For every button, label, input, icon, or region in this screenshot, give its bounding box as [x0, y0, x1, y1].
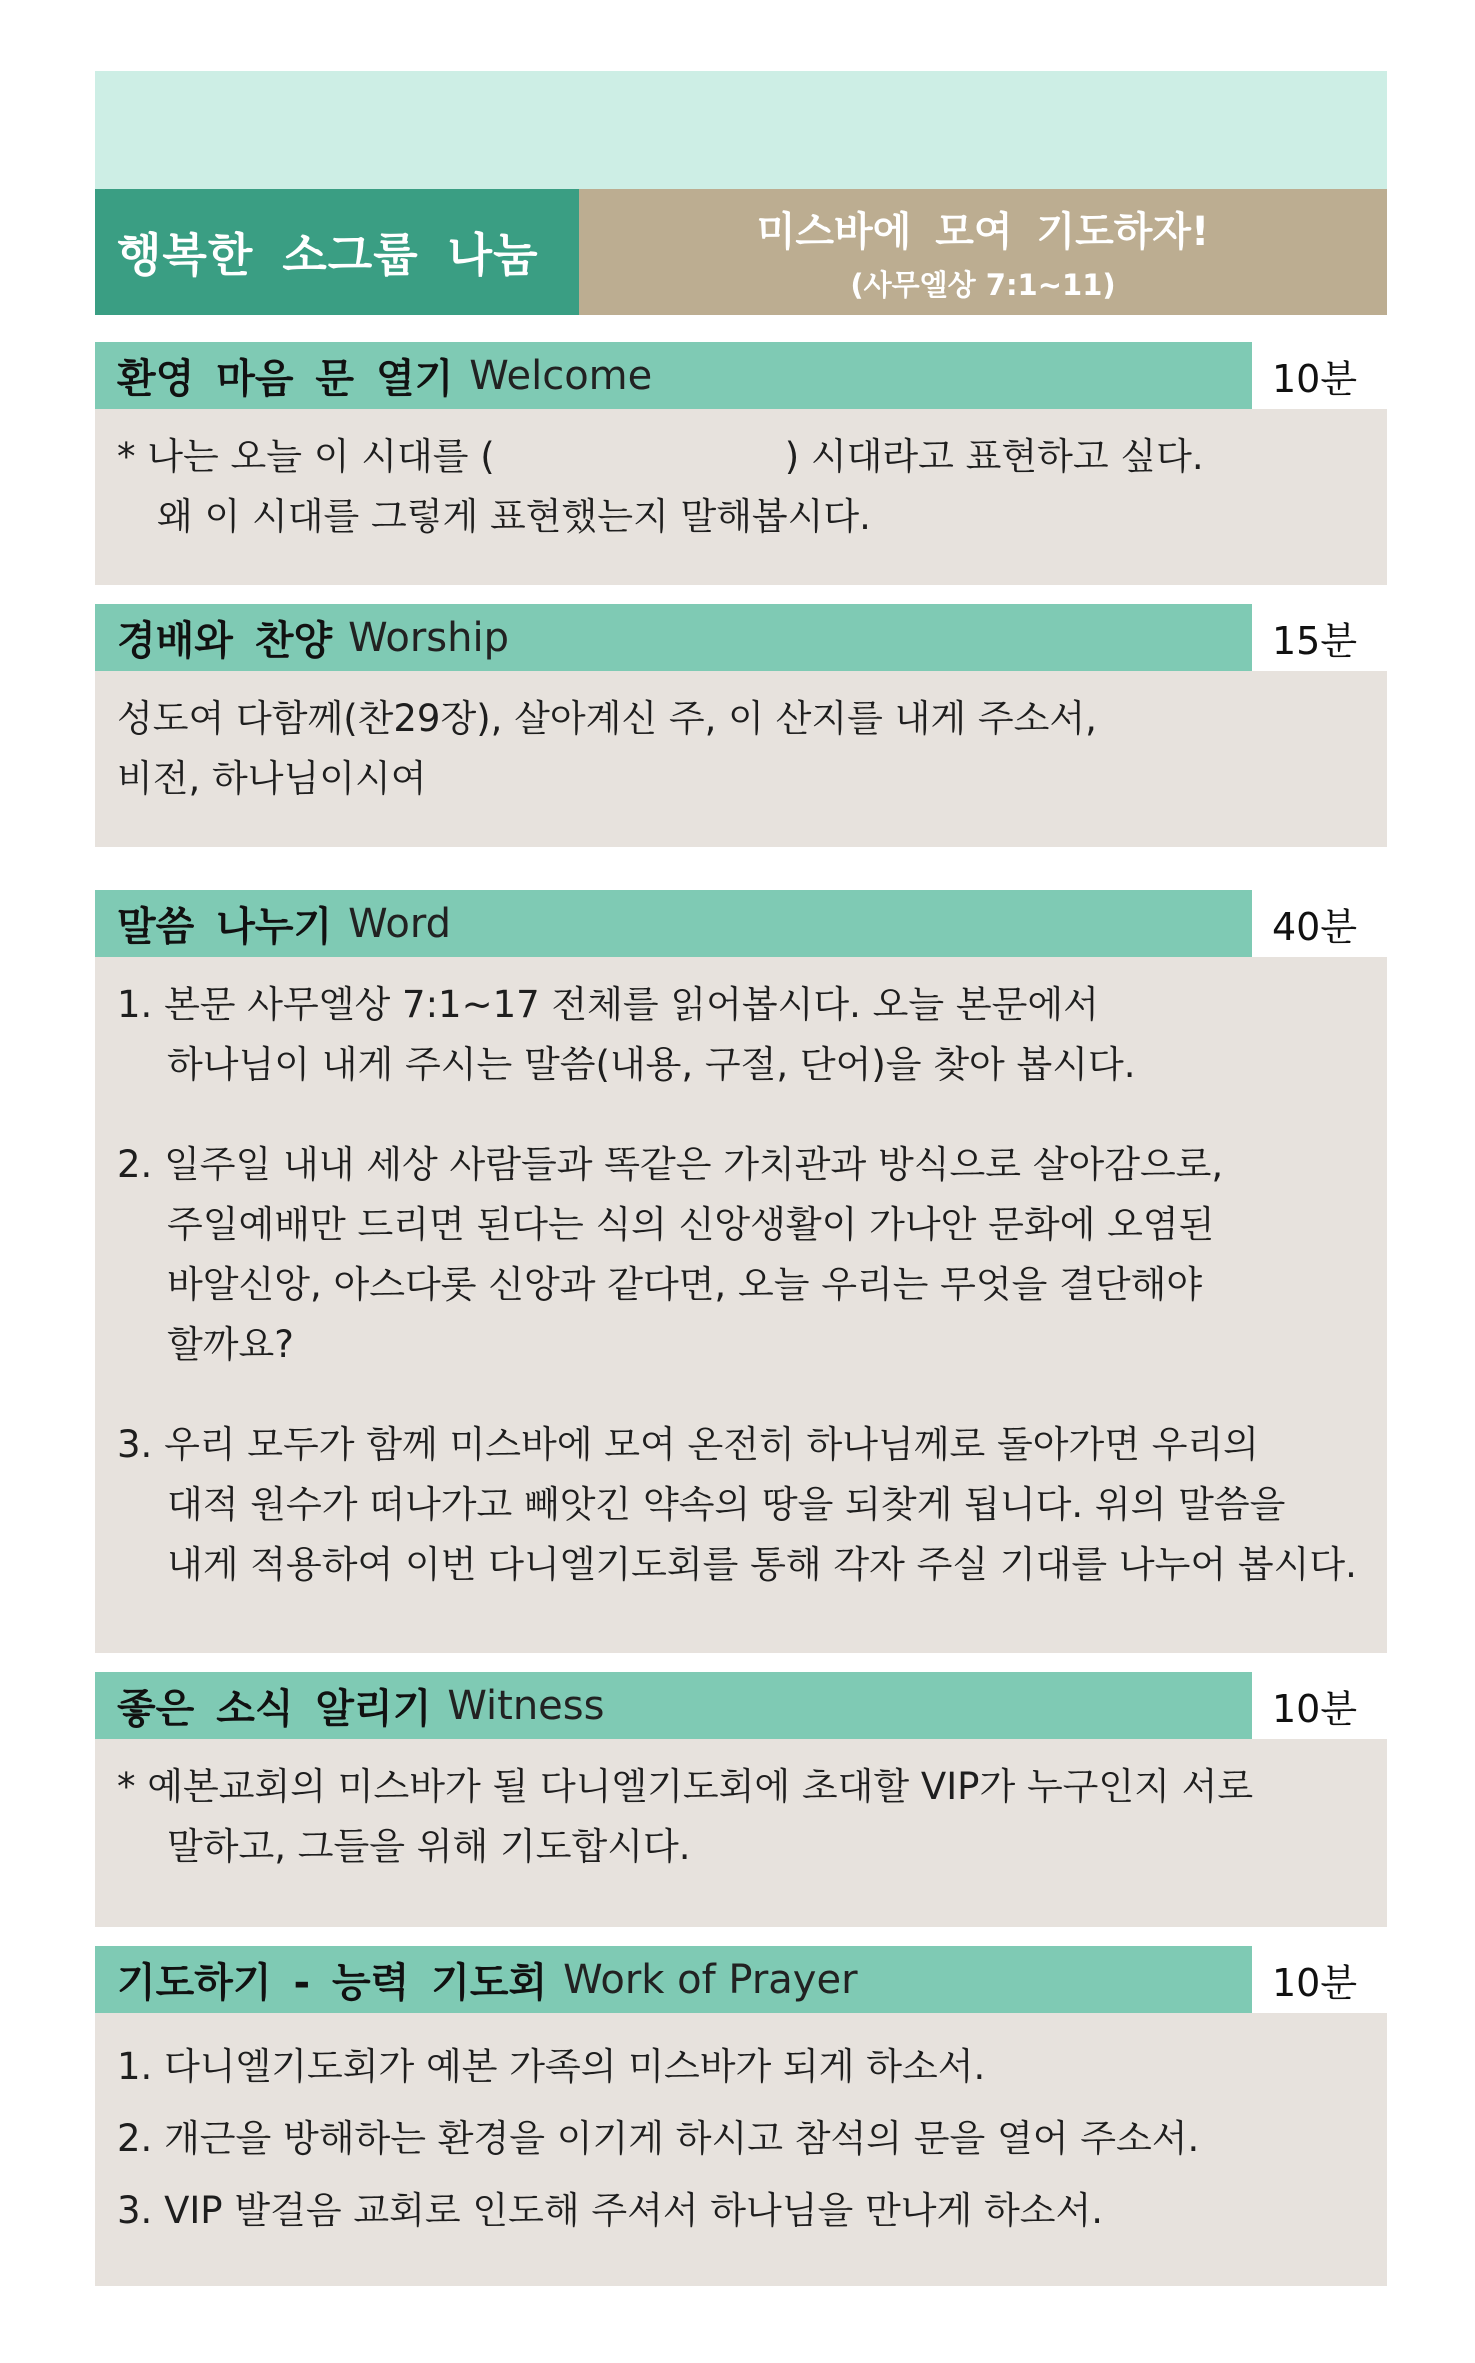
- section-header-welcome: [95, 342, 1252, 409]
- section-title-ko: 기도하기 - 능력 기도회: [117, 1960, 548, 2006]
- worship-line: 비전, 하나님이시여: [117, 757, 427, 800]
- section-body-prayer: [95, 2013, 1387, 2286]
- prayer-item: 3. VIP 발걸음 교회로 인도해 주셔서 하나님을 만나게 하소서.: [117, 2189, 1104, 2232]
- witness-line: 말하고, 그들을 위해 기도합시다.: [167, 1825, 691, 1868]
- prayer-item: 1. 다니엘기도회가 예본 가족의 미스바가 되게 하소서.: [117, 2045, 986, 2088]
- question-3-line: 내게 적용하여 이번 다니엘기도회를 통해 각자 주실 기대를 나누어 봅시다.: [167, 1543, 1357, 1586]
- section-header-witness: [95, 1672, 1252, 1739]
- question-1-line: 하나님이 내게 주시는 말씀(내용, 구절, 단어)을 찾아 봅시다.: [167, 1043, 1136, 1086]
- question-3-line: 대적 원수가 떠나가고 빼앗긴 약속의 땅을 되찾게 됩니다. 위의 말씀을: [167, 1483, 1286, 1526]
- section-title-en: Word: [348, 900, 451, 947]
- theme-reference: (사무엘상 7:1~11): [850, 268, 1116, 302]
- section-duration-worship: 15분: [1272, 619, 1358, 663]
- section-body-welcome: [95, 409, 1387, 585]
- top-banner: [95, 71, 1387, 189]
- theme-title: 미스바에 모여 기도하자!: [756, 209, 1210, 255]
- witness-line: * 예본교회의 미스바가 될 다니엘기도회에 초대할 VIP가 누구인지 서로: [117, 1765, 1254, 1808]
- section-body-witness: [95, 1739, 1387, 1927]
- question-2-line: 주일예배만 드리면 된다는 식의 신앙생활이 가나안 문화에 오염된: [167, 1203, 1215, 1246]
- welcome-line-1-pre: * 나는 오늘 이 시대를 (: [117, 435, 495, 478]
- section-duration-prayer: 10분: [1272, 1961, 1358, 2005]
- section-title-en: Worship: [348, 614, 509, 661]
- theme-box: [579, 189, 1387, 315]
- section-duration-word: 40분: [1272, 905, 1358, 949]
- section-title-ko: 말씀 나누기: [117, 904, 333, 950]
- prayer-item: 2. 개근을 방해하는 환경을 이기게 하시고 참석의 문을 열어 주소서.: [117, 2117, 1200, 2160]
- question-2-line: 할까요?: [167, 1323, 294, 1366]
- section-duration-witness: 10분: [1272, 1687, 1358, 1731]
- page-title: 행복한 소그룹 나눔: [95, 189, 579, 315]
- welcome-line-1: [117, 427, 1365, 487]
- question-3-line: 3. 우리 모두가 함께 미스바에 모여 온전히 하나님께로 돌아가면 우리의: [117, 1423, 1259, 1466]
- section-title-en: Work of Prayer: [563, 1956, 858, 2003]
- section-title-ko: 경배와 찬양: [117, 618, 333, 664]
- section-title-ko: 환영 마음 문 열기: [117, 356, 454, 402]
- question-2-line: 바알신앙, 아스다롯 신앙과 같다면, 오늘 우리는 무엇을 결단해야: [167, 1263, 1203, 1306]
- section-header-prayer: [95, 1946, 1252, 2013]
- worship-line: 성도여 다함께(찬29장), 살아계신 주, 이 산지를 내게 주소서,: [117, 697, 1097, 740]
- section-title-en: Witness: [447, 1682, 605, 1729]
- question-1-line: 1. 본문 사무엘상 7:1~17 전체를 읽어봅시다. 오늘 본문에서: [117, 983, 1099, 1026]
- section-header-word: [95, 890, 1252, 957]
- section-title-ko: 좋은 소식 알리기: [117, 1686, 432, 1732]
- welcome-line-2: 왜 이 시대를 그렇게 표현했는지 말해봅시다.: [157, 495, 871, 538]
- section-body-word: [95, 957, 1387, 1653]
- question-2-line: 2. 일주일 내내 세상 사람들과 똑같은 가치관과 방식으로 살아감으로,: [117, 1143, 1224, 1186]
- section-body-worship: [95, 671, 1387, 847]
- welcome-line-1-post: ) 시대라고 표현하고 싶다.: [784, 435, 1204, 478]
- section-header-worship: [95, 604, 1252, 671]
- section-title-en: Welcome: [469, 352, 653, 399]
- section-duration-welcome: 10분: [1272, 357, 1358, 401]
